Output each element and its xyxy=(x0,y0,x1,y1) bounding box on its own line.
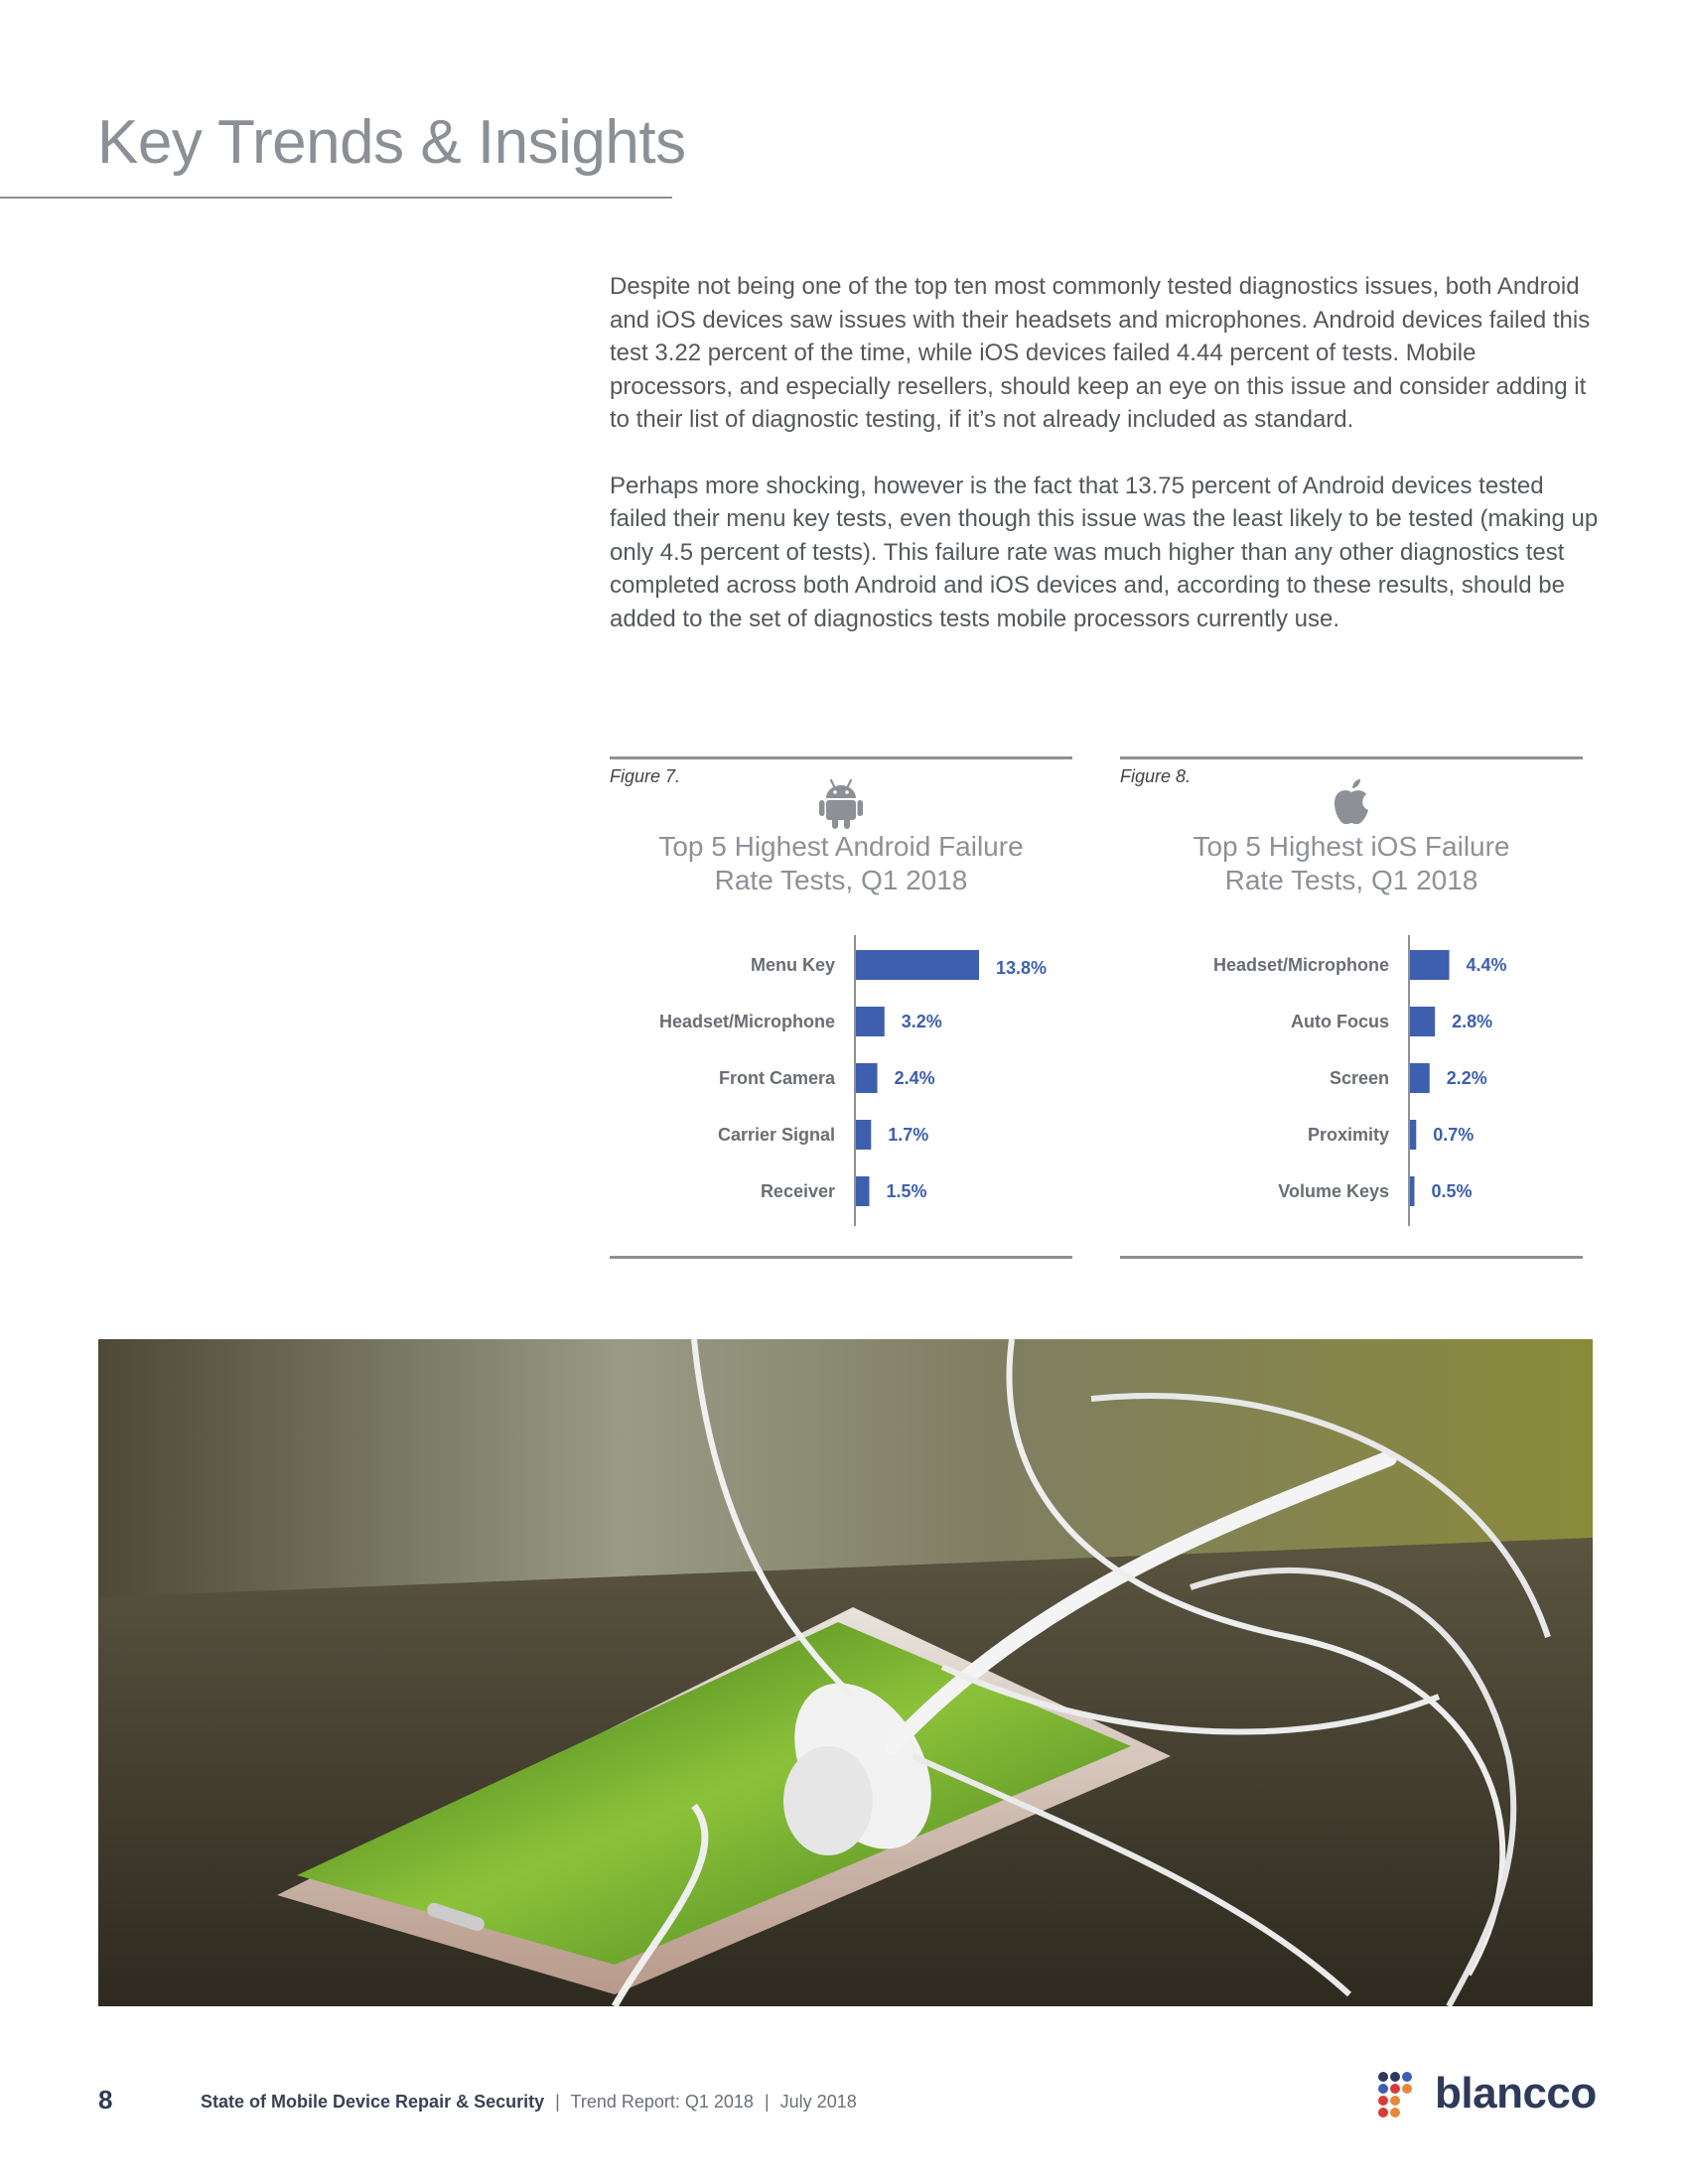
figure-android-failures xyxy=(610,756,1072,1261)
footer-separator: | xyxy=(764,2092,770,2112)
footer-report-title: State of Mobile Device Repair & Security xyxy=(201,2092,545,2112)
android-icon xyxy=(610,778,1072,834)
figure-title-line-1: Top 5 Highest Android Failure xyxy=(658,831,1024,862)
category-label: Menu Key xyxy=(750,955,835,975)
bar xyxy=(856,1120,871,1150)
footer-report-type: Trend Report: Q1 2018 xyxy=(570,2092,754,2112)
value-label: 1.7% xyxy=(888,1125,929,1145)
brand-name: blancco xyxy=(1435,2069,1597,2117)
value-label: 1.5% xyxy=(886,1181,927,1201)
bar xyxy=(856,950,979,980)
ios-bar-chart xyxy=(1120,925,1583,1233)
bar xyxy=(1410,1007,1435,1036)
value-label: 2.2% xyxy=(1446,1068,1487,1088)
category-label: Auto Focus xyxy=(1291,1012,1389,1031)
blancco-logo xyxy=(1375,2067,1597,2122)
figure-label: Figure 7. xyxy=(610,766,681,786)
blancco-logo-icon xyxy=(1375,2067,1431,2122)
bar xyxy=(856,1007,885,1036)
value-label: 2.4% xyxy=(894,1068,935,1088)
bar xyxy=(1410,950,1450,980)
category-label: Volume Keys xyxy=(1278,1181,1389,1201)
footer-text xyxy=(201,2092,857,2113)
category-label: Headset/Microphone xyxy=(1212,955,1389,975)
earphones-on-phone-photo xyxy=(98,1339,1593,2006)
figure-ios-failures xyxy=(1120,756,1583,1261)
page-title: Key Trends & Insights xyxy=(97,108,686,177)
value-label: 0.5% xyxy=(1431,1181,1473,1201)
figure-label: Figure 8. xyxy=(1120,766,1192,786)
bar xyxy=(1410,1120,1416,1150)
page-number: 8 xyxy=(98,2085,113,2115)
paragraph-2: Perhaps more shocking, however is the fact that 13.75 percent of Android devices tested failed their menu key tests, even though this issue was the least likely to be tested (making up only 4.5 percent of tests). This failure rate was much higher than any other diagnostics test completed across both Android and iOS devices and, according to these results, should be added to the set of diagnostics tests mobile processors currently use. xyxy=(610,472,1599,632)
figure-top-rule xyxy=(610,756,1072,759)
figure-title xyxy=(610,830,1072,897)
figure-title-line-2: Rate Tests, Q1 2018 xyxy=(1224,865,1478,895)
value-label: 2.8% xyxy=(1452,1012,1493,1031)
category-label: Carrier Signal xyxy=(717,1125,835,1145)
category-label: Screen xyxy=(1329,1068,1389,1088)
footer-date: July 2018 xyxy=(779,2092,857,2112)
bar xyxy=(856,1176,869,1206)
apple-icon xyxy=(1120,778,1583,834)
footer-separator: | xyxy=(555,2092,560,2112)
bar xyxy=(1410,1176,1414,1206)
value-label: 0.7% xyxy=(1433,1125,1475,1145)
figure-bottom-rule xyxy=(610,1256,1072,1259)
title-divider xyxy=(0,197,672,199)
body-text xyxy=(610,270,1603,668)
figure-title xyxy=(1120,830,1583,897)
figure-title-line-1: Top 5 Highest iOS Failure xyxy=(1193,831,1510,862)
figure-top-rule xyxy=(1120,756,1583,759)
android-bar-chart xyxy=(610,925,1072,1233)
value-label: 4.4% xyxy=(1466,955,1507,975)
figure-bottom-rule xyxy=(1120,1256,1583,1259)
paragraph-1: Despite not being one of the top ten most commonly tested diagnostics issues, both Android and iOS devices saw issues with their headsets and microphones. Android devices failed this test 3.22 percent of the time, while iOS devices failed 4.44 percent of tests. Mobile processors, and especially resellers, should keep an eye on this issue and consider adding it to their list of diagnostic testing, if it’s not already included as standard. xyxy=(610,273,1591,433)
category-label: Proximity xyxy=(1307,1125,1389,1145)
bar xyxy=(856,1063,878,1093)
category-label: Receiver xyxy=(760,1181,835,1201)
value-label: 3.2% xyxy=(901,1012,942,1031)
category-label: Front Camera xyxy=(718,1068,835,1088)
bar xyxy=(1410,1063,1430,1093)
category-label: Headset/Microphone xyxy=(658,1012,835,1031)
figure-title-line-2: Rate Tests, Q1 2018 xyxy=(714,865,968,895)
value-label: 13.8% xyxy=(996,958,1048,978)
